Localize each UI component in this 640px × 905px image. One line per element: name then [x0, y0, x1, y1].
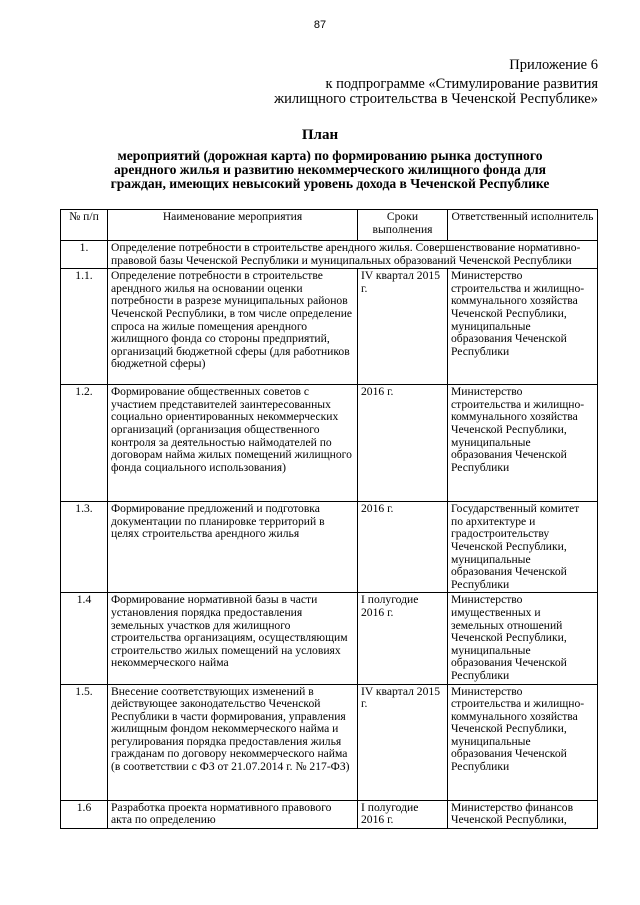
table-row [61, 684, 598, 800]
header-term: Сроки выполнения [358, 210, 448, 241]
row-term: IV квартал 2015 г. [358, 684, 448, 800]
header-num: № п/п [61, 210, 108, 241]
plan-table [60, 209, 598, 829]
section-row [61, 241, 598, 269]
appendix-header [274, 58, 598, 107]
appendix-line-2: к подпрограмме «Стимулирование развития [325, 76, 598, 92]
row-num: 1.5. [61, 684, 108, 800]
row-responsible: Министерство строительства и жилищно-коммунального хозяйства Чеченской Республики, муниципальные образования Чеченской Республики [448, 269, 598, 385]
subtitle-line-1: мероприятий (дорожная карта) по формированию рынка доступного [117, 148, 543, 163]
header-responsible: Ответственный исполнитель [448, 210, 598, 241]
row-num: 1.6 [61, 800, 108, 828]
row-name: Разработка проекта нормативного правового акта по определению [108, 800, 358, 828]
table-row [61, 385, 598, 502]
row-num: 1.4 [61, 593, 108, 684]
table-row [61, 502, 598, 593]
row-name: Формирование нормативной базы в части установления порядка предоставления земельных участков для жилищного строительства организациям, осуществляющим строительство жилых помещений на условиях некоммерческого найма [108, 593, 358, 684]
row-name: Формирование общественных советов с участием представителей заинтересованных социально ориентированных некоммерческих организаций (организация общественного контроля за деятельностью наймодателей по договорам найма жилых помещений жилищного фонда социального использования) [108, 385, 358, 502]
document-title: План [301, 127, 339, 143]
appendix-line-3: жилищного строительства в Чеченской Республике» [274, 91, 598, 107]
header-name: Наименование мероприятия [108, 210, 358, 241]
row-responsible: Министерство финансов Чеченской Республики, [448, 800, 598, 828]
row-responsible: Государственный комитет по архитектуре и градостроительству Чеченской Республики, муниципальные образования Чеченской Республики [448, 502, 598, 593]
row-term: I полугодие 2016 г. [358, 800, 448, 828]
row-num: 1.2. [61, 385, 108, 502]
row-responsible: Министерство строительства и жилищно-коммунального хозяйства Чеченской Республики, муниципальные образования Чеченской Республики [448, 385, 598, 502]
row-term: I полугодие 2016 г. [358, 593, 448, 684]
row-num: 1.1. [61, 269, 108, 385]
row-term: IV квартал 2015 г. [358, 269, 448, 385]
row-term: 2016 г. [358, 385, 448, 502]
appendix-line-1: Приложение 6 [509, 57, 598, 73]
table-row [61, 800, 598, 828]
table-row [61, 593, 598, 684]
row-term: 2016 г. [358, 502, 448, 593]
row-name: Определение потребности в строительстве арендного жилья на основании оценки потребности в разрезе муниципальных районов Чеченской Республики, в том числе определение спроса на жилые помещения арендного жилищного фонда со стороны предприятий, организаций бюджетной сферы (для работников бюджетной сферы) [108, 269, 358, 385]
table-header-row [61, 210, 598, 241]
document-subtitle [70, 149, 590, 191]
row-num: 1.3. [61, 502, 108, 593]
row-responsible: Министерство имущественных и земельных отношений Чеченской Республики, муниципальные образования Чеченской Республики [448, 593, 598, 684]
row-name: Внесение соответствующих изменений в действующее законодательство Чеченской Республики в части формирования, управления жилищным фондом некоммерческого найма и регулирования порядка предоставления жилья гражданам по договору некоммерческого найма (в соответствии с ФЗ от 21.07.2014 г. № 217-ФЗ) [108, 684, 358, 800]
section-text: Определение потребности в строительстве арендного жилья. Совершенствование нормативно-правовой базы Чеченской Республики и муниципальных образований Чеченской Республики [108, 241, 598, 269]
table-row [61, 269, 598, 385]
subtitle-line-2: арендного жилья и развитию некоммерческого жилищного фонда для [114, 162, 546, 177]
section-num: 1. [61, 241, 108, 269]
row-responsible: Министерство строительства и жилищно-коммунального хозяйства Чеченской Республики, муниципальные образования Чеченской Республики [448, 684, 598, 800]
row-name: Формирование предложений и подготовка документации по планировке территорий в целях строительства арендного жилья [108, 502, 358, 593]
page-number: 87 [313, 19, 327, 31]
subtitle-line-3: граждан, имеющих невысокий уровень дохода в Чеченской Республике [110, 176, 550, 191]
